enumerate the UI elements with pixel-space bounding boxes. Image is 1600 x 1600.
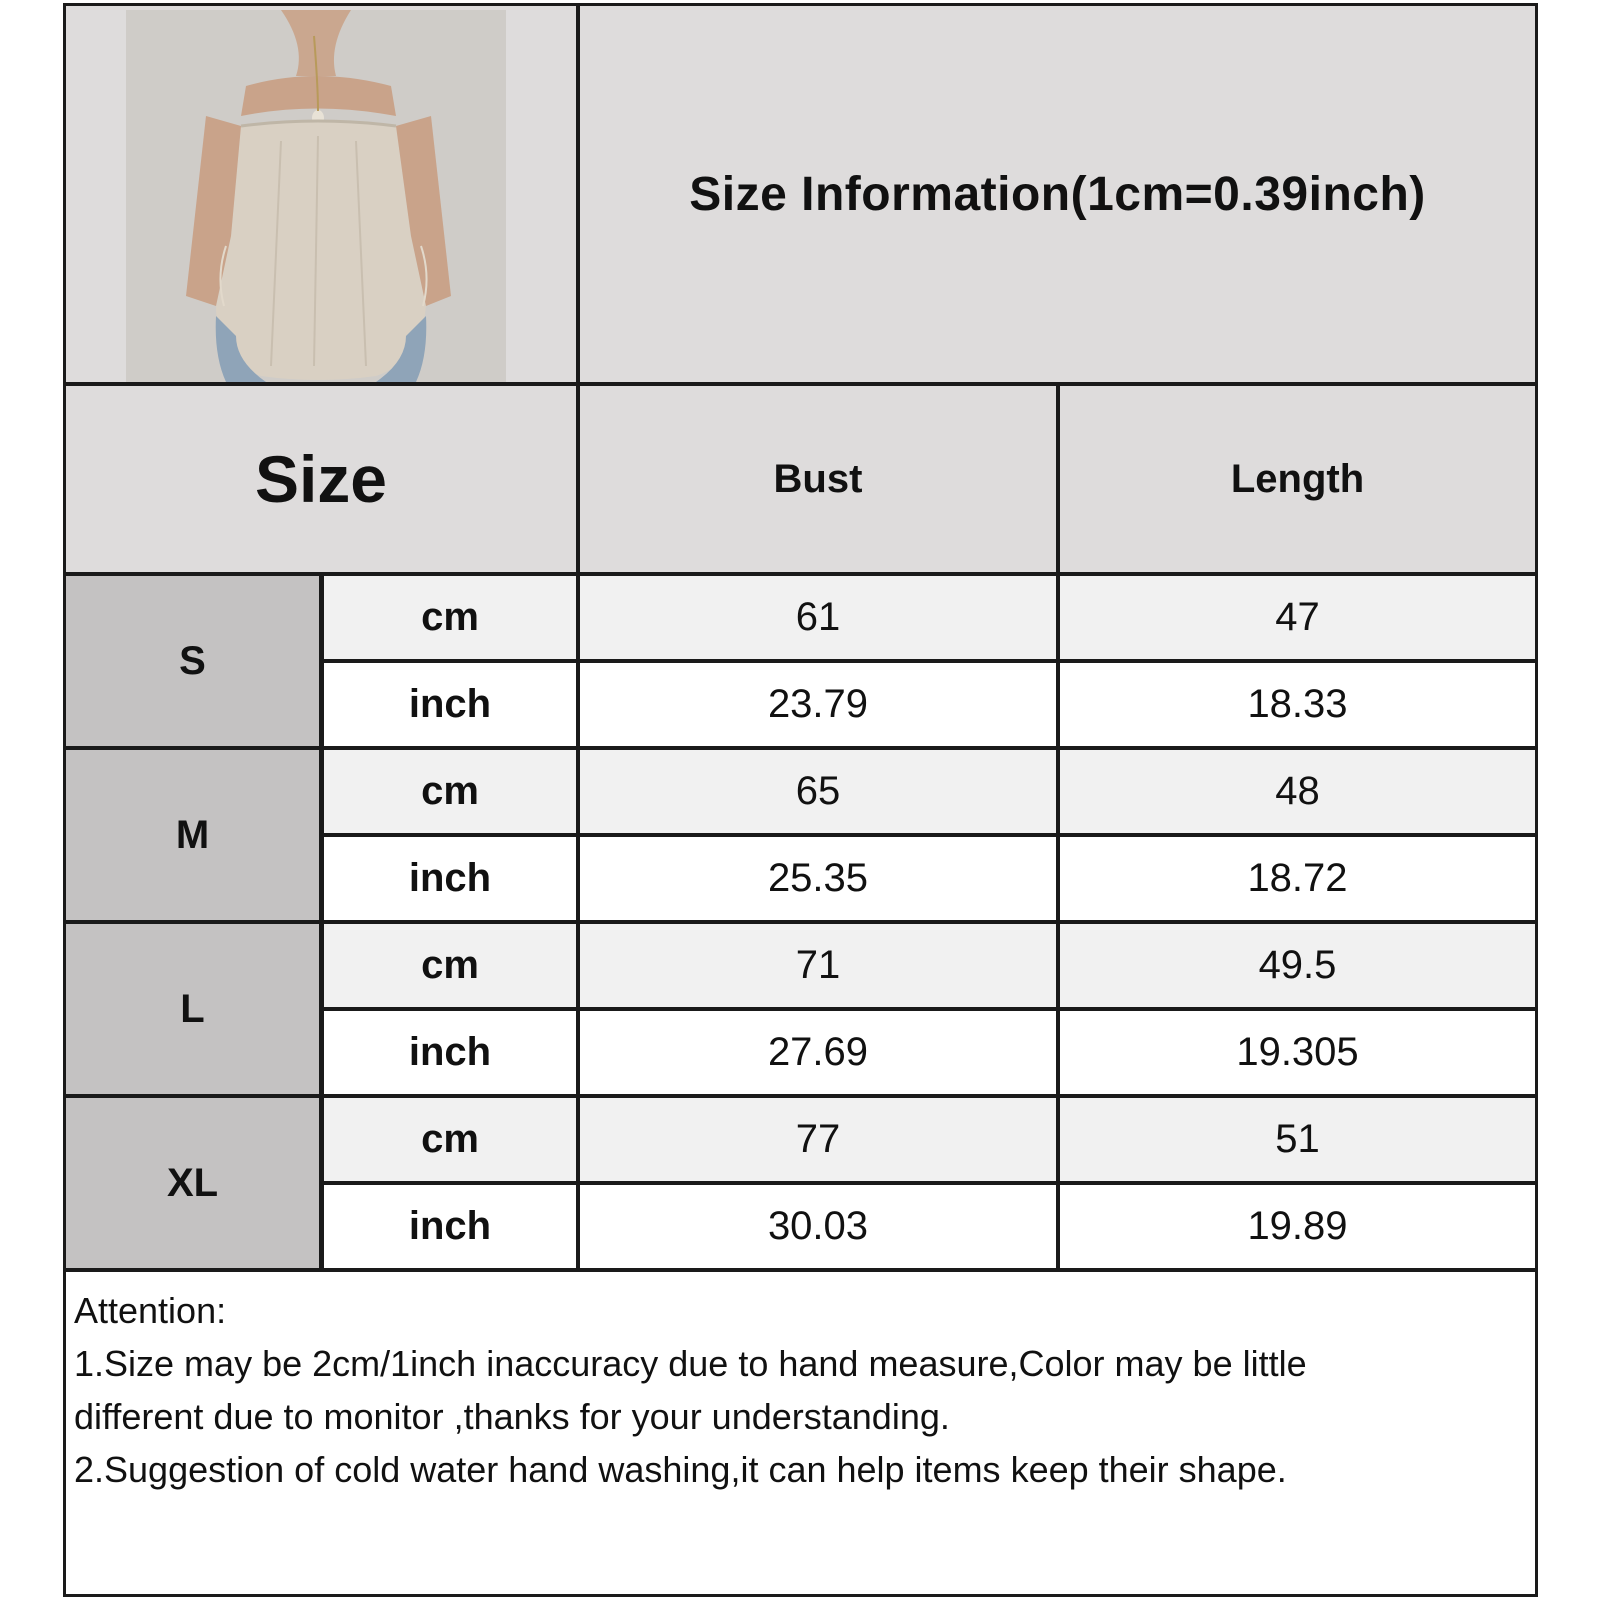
unit-cm: cm: [324, 1098, 580, 1185]
bust-cm-l: 71: [580, 924, 1060, 1011]
title-cell: [580, 6, 1535, 386]
unit-inch: inch: [324, 1185, 580, 1272]
size-label-m: M: [66, 750, 324, 924]
unit-cm: cm: [324, 576, 580, 663]
size-label-l: L: [66, 924, 324, 1098]
length-inch-s: 18.33: [1060, 663, 1535, 750]
length-cm-xl: 51: [1060, 1098, 1535, 1185]
attention-heading: Attention:: [74, 1290, 227, 1331]
unit-inch: inch: [324, 663, 580, 750]
bust-cm-s: 61: [580, 576, 1060, 663]
unit-cm: cm: [324, 750, 580, 837]
unit-inch: inch: [324, 837, 580, 924]
attention-notes: [66, 1276, 1535, 1496]
header-length: Length: [1060, 386, 1535, 576]
size-label-xl: XL: [66, 1098, 324, 1272]
bust-inch-s: 23.79: [580, 663, 1060, 750]
product-photo-image: [66, 6, 576, 382]
unit-cm: cm: [324, 924, 580, 1011]
length-cm-s: 47: [1060, 576, 1535, 663]
product-photo: [66, 6, 580, 386]
attention-line-2: different due to monitor ,thanks for your understanding.: [74, 1396, 950, 1437]
bust-cm-m: 65: [580, 750, 1060, 837]
length-inch-l: 19.305: [1060, 1011, 1535, 1098]
attention-line-3: 2.Suggestion of cold water hand washing,it can help items keep their shape.: [74, 1449, 1287, 1490]
length-cm-m: 48: [1060, 750, 1535, 837]
unit-inch: inch: [324, 1011, 580, 1098]
attention-line-1: 1.Size may be 2cm/1inch inaccuracy due to hand measure,Color may be little: [74, 1343, 1307, 1384]
bust-cm-xl: 77: [580, 1098, 1060, 1185]
bust-inch-l: 27.69: [580, 1011, 1060, 1098]
length-cm-l: 49.5: [1060, 924, 1535, 1011]
size-chart: [63, 3, 1538, 1597]
bust-inch-m: 25.35: [580, 837, 1060, 924]
header-size: Size: [66, 386, 580, 576]
size-label-s: S: [66, 576, 324, 750]
bust-inch-xl: 30.03: [580, 1185, 1060, 1272]
length-inch-m: 18.72: [1060, 837, 1535, 924]
header-bust: Bust: [580, 386, 1060, 576]
length-inch-xl: 19.89: [1060, 1185, 1535, 1272]
size-information-title: Size Information(1cm=0.39inch): [689, 167, 1426, 221]
